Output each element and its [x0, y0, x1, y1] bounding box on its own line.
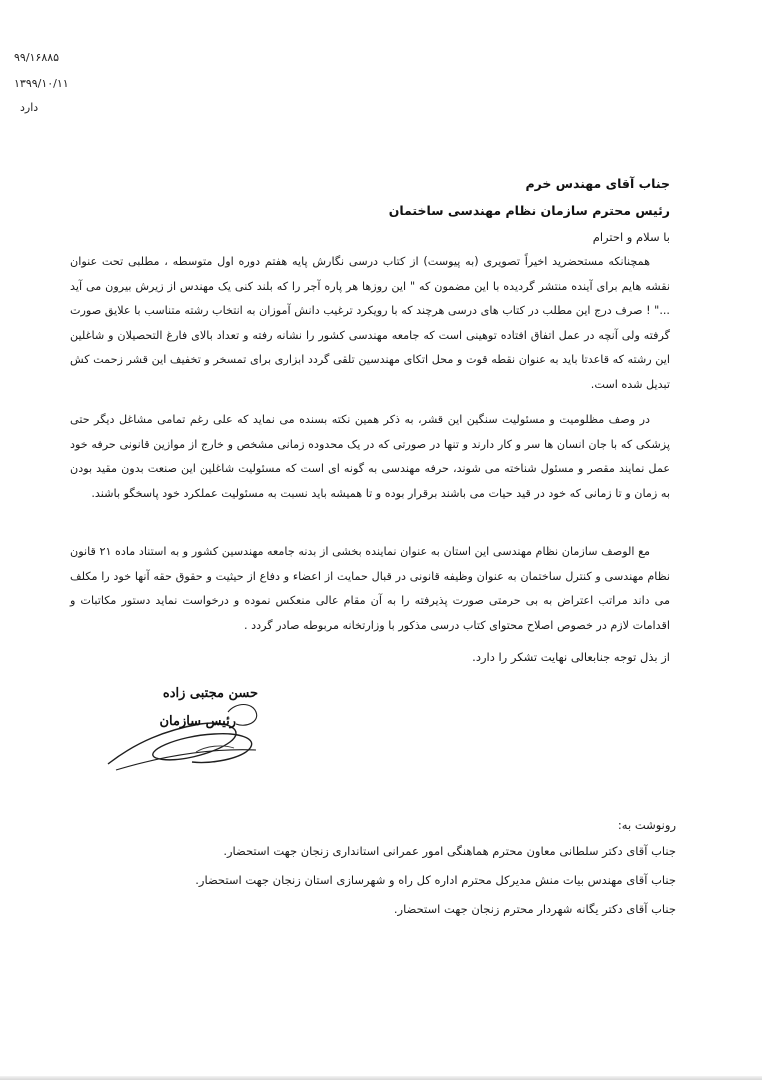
paragraph-3: مع الوصف سازمان نظام مهندسی این استان به عنوان نماینده بخشی از بدنه جامعه مهندسین کشور و به استناد ماده ۲۱ قانون نظام مهندسی و کنترل ساختمان به عنوان وظیفه قانونی در قبال حمایت از اعضاء و دفاع از حیثیت و حقوق حقه آنها خود را مکلف می داند مراتب اعتراض به بی حرمتی صورت پذیرفته را به آن مقام عالی منعکس نموده و درخواست نماید دستور مکاتبات و اقدامات لازم در خصوص اصلاح محتوای کتاب درسی مذکور با وزارتخانه مربوطه صادر گردد . — [70, 545, 670, 632]
signature-block — [96, 672, 296, 777]
closing-line: از بذل توجه جنابعالی نهایت تشکر را دارد. — [472, 650, 670, 664]
addressee-title: رئیس محترم سازمان نظام مهندسی ساختمان — [388, 203, 670, 218]
page-bottom-edge — [0, 1076, 762, 1080]
cc-item-3: جناب آقای دکتر یگانه شهردار محترم زنجان جهت استحضار. — [393, 902, 676, 916]
signatory-title: رئیس سازمان — [159, 714, 236, 729]
addressee-name: جناب آقای مهندس خرم — [525, 176, 670, 191]
cc-item-2: جناب آقای مهندس بیات منش مدیرکل محترم اداره کل راه و شهرسازی استان زنجان جهت استحضار. — [195, 873, 676, 887]
cc-item-1: جناب آقای دکتر سلطانی معاون محترم هماهنگی امور عمرانی استانداری زنجان جهت استحضار. — [223, 844, 676, 858]
paragraph-2: در وصف مظلومیت و مسئولیت سنگین این قشر، به ذکر همین نکته بسنده می نماید که علی رغم تمامی مشاغل دیگر حتی پزشکی که با جان انسان ها سر و کار دارند و تنها در صورتی که در یک محدوده زمانی مشخص و خارج از موازین قانونی حرفه خود عمل نمایند مقصر و مسئول شناخته می شوند، حرفه مهندسی به گونه ای است که مسئولیت شاغلین این صنعت بدون مقید بودن به زمان و تا زمانی که خود در قید حیات می باشند برقرار بوده و تا همیشه باید نسبت به مسئولیت عملکرد خود پاسخگو باشند. — [70, 413, 670, 500]
greeting: با سلام و احترام — [592, 230, 670, 244]
paragraph-1: همچنانکه مستحضرید اخیراً تصویری (به پیوست) از کتاب درسی نگارش پایه هفتم دوره اول متوسطه ، مطلبی تحت عنوان نقشه هایم برای آینده منتشر گردیده با این مضمون که " این روزها هر پاره آجر را که بلند کنی یک مهندس از زیرش بیرون می آید ..." ! صرف درج این مطلب در کتاب های درسی هرچند که با رویکرد ترغیب دانش آموزان به انتخاب رشته متناسب با علایق صورت گرفته ولی آنچه در عمل اتفاق افتاده توهینی است که جامعه مهندسی کشور را نشانه رفته و تعداد بالای فارغ التحصیلان و شاغلین این رشته که قاعدتا باید به عنوان نقطه قوت و محل اتکای مهندسین تلقی گردد ابزاری برای تمسخر و تخفیف این قشر زحمت کش تبدیل شده است. — [70, 255, 670, 391]
letter-number: ۹۹/۱۶۸۸۵ — [14, 51, 60, 64]
cc-label: رونوشت به: — [617, 818, 676, 832]
letter-date: ۱۳۹۹/۱۰/۱۱ — [14, 77, 69, 90]
letter-attachment: دارد — [20, 101, 39, 114]
signatory-name: حسن مجتبی زاده — [162, 686, 258, 701]
